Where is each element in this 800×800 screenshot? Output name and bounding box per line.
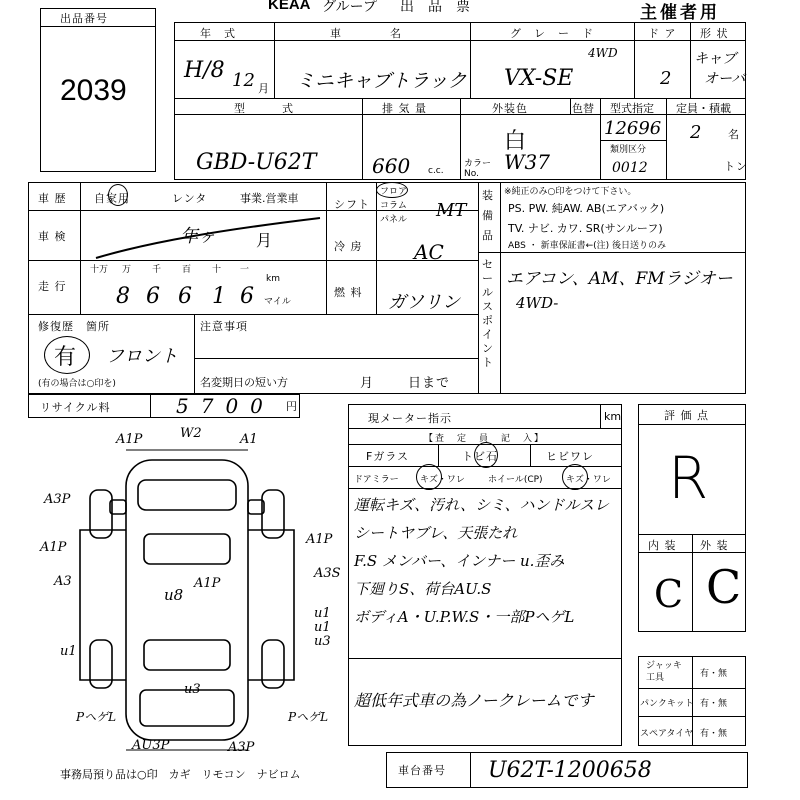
notes-label: 注意事項: [200, 320, 248, 333]
month-suffix: 月: [258, 82, 270, 95]
damage-note: A3: [54, 574, 72, 589]
sheet-title: 出 品 票: [400, 0, 470, 15]
inspection-strike: [90, 212, 330, 262]
door-value: 2: [660, 68, 672, 89]
km-unit: km: [266, 274, 280, 284]
mirror-value: キズ・ワレ: [420, 475, 465, 485]
mileage-digit: 8: [116, 284, 130, 309]
mileage-header-100k: 十万: [90, 265, 109, 275]
meter-label: 現メーター指示: [368, 412, 452, 425]
chassis-label: 車台番号: [398, 764, 446, 777]
damage-note: u3: [314, 634, 331, 649]
damage-note: A3P: [228, 740, 255, 755]
mileage-digit: 6: [146, 284, 160, 309]
reg-month: 月: [360, 376, 375, 391]
repair-location-value: フロント: [106, 346, 178, 367]
wheel-value: キズ・ワレ: [566, 475, 611, 485]
rating-value: R: [668, 444, 709, 512]
tool-label-spare: スペアタイヤ: [640, 729, 694, 739]
recycle-label: リサイクル料: [40, 401, 111, 414]
exterior-color-value: 白: [504, 129, 527, 154]
equipment-note: ※純正のみ○印をつけて下さい。: [504, 187, 637, 197]
damage-note: A1P: [194, 576, 221, 591]
model-cert-label: 型式指定: [610, 102, 654, 115]
inspection-note: F.S メンバー、インナー u.歪み: [354, 552, 565, 570]
cc-unit: c.c.: [428, 166, 444, 176]
shape-value-1: キャブ: [694, 51, 736, 67]
grade-value: VX-SE: [504, 66, 574, 91]
mileage-digit: 6: [240, 284, 254, 309]
repair-history-mark: [44, 336, 90, 374]
history-option-private: 自家用: [94, 192, 130, 205]
reg-change-label: 名変期日の短い方: [200, 376, 288, 389]
month-value: 12: [232, 70, 255, 91]
inspection-label: 車 検: [38, 230, 67, 243]
grade-label: グ レ ー ド: [510, 27, 594, 40]
interior-value: C: [654, 572, 684, 616]
auction-logo: KEAA: [268, 0, 311, 13]
interior-label: 内 装: [648, 539, 677, 552]
inspection-month: 月: [256, 231, 274, 250]
shape-value-2: オーバ: [704, 71, 746, 87]
fuel-label: 燃 料: [334, 286, 363, 299]
damage-note: W2: [180, 426, 202, 441]
damage-note: A1P: [306, 532, 333, 547]
inspector-label: 【査 定 員 記 入】: [424, 434, 546, 444]
damage-note: u1: [60, 644, 77, 659]
shift-option-column: コラム: [380, 201, 407, 211]
shift-label: シフト: [334, 198, 370, 211]
equipment-line-3: ABS ・ 新車保証書←(注) 後日送りのみ: [508, 241, 667, 251]
meter-unit: km: [604, 410, 622, 423]
damage-note: A1P: [116, 432, 143, 447]
chassis-value: U62T-1200658: [488, 758, 652, 783]
damage-note: A1P: [40, 540, 67, 555]
color-no-label: カラー No.: [464, 159, 492, 179]
displacement-label: 排 気 量: [382, 102, 427, 115]
glass-item-crack: ヒビワレ: [546, 450, 594, 463]
glass-item-chip: トビ石: [462, 450, 498, 463]
lot-label: 出品番号: [60, 12, 108, 25]
selling-points-label: セールスポイント: [482, 258, 494, 369]
equipment-line-1: PS. PW. 純AW. AB(エアバック): [508, 202, 665, 215]
damage-note: u8: [164, 586, 184, 604]
model-cert-value: 12696: [604, 118, 662, 139]
class-value: 0012: [612, 160, 648, 176]
inspection-note: シートヤブレ、天張たれ: [354, 524, 518, 542]
rating-label: 評 価 点: [664, 409, 709, 422]
damage-note: u1: [314, 620, 331, 635]
history-option-rental: レンタ: [172, 192, 208, 205]
damage-note: A3P: [44, 492, 71, 507]
damage-note: A3S: [314, 566, 341, 581]
lot-number: 2039: [60, 74, 127, 107]
tool-value-jack: 有・無: [700, 669, 728, 679]
ac-label: 冷 房: [334, 240, 363, 253]
reg-day: 日まで: [408, 376, 451, 391]
exterior-value: C: [706, 560, 742, 614]
final-note: 超低年式車の為ノークレームです: [354, 691, 594, 710]
wheel-mark: [562, 464, 588, 490]
damage-note: AU3P: [132, 738, 170, 753]
door-label: ド ア: [648, 27, 677, 40]
repair-note: (有の場合は○印を): [38, 379, 116, 389]
mileage-digit: 1: [212, 284, 226, 309]
mileage-label: 走 行: [38, 280, 67, 293]
capacity-value: 2: [690, 122, 702, 143]
equipment-label: 装備品: [482, 189, 494, 242]
model-label: 型 式: [234, 102, 294, 115]
history-selected-mark: [108, 184, 128, 206]
wheel-label: ホイール(CP): [488, 475, 543, 485]
shape-label: 形 状: [700, 27, 729, 40]
repair-history-label: 修復歴 箇所: [38, 320, 110, 333]
equipment-line-2: TV. ナビ. カワ. SR(サンルーフ): [508, 222, 663, 235]
shift-option-floor: フロア: [380, 187, 408, 197]
damage-note: PヘゲL: [288, 710, 329, 724]
shift-option-panel: パネル: [380, 215, 408, 225]
mile-unit: マイル: [264, 297, 291, 307]
mileage-header-100: 百: [182, 265, 192, 275]
displacement-value: 660: [372, 154, 411, 178]
fuel-value: ガソリン: [388, 292, 460, 313]
mirror-mark: [416, 464, 442, 490]
mirror-label: ドアミラー: [354, 475, 399, 485]
ton-unit: トン: [724, 160, 748, 173]
tool-label-puncture: パンクキット: [640, 699, 694, 709]
inspection-value: 年ヶ: [180, 226, 216, 247]
class-label: 類別区分: [610, 145, 647, 155]
chip-mark: [474, 442, 498, 468]
mileage-header-10: 十: [212, 265, 222, 275]
tool-value-spare: 有・無: [700, 729, 728, 739]
mileage-header-10k: 万: [122, 265, 132, 275]
office-items: 事務局預り品は○印 カギ リモコン ナビロム: [60, 768, 301, 781]
color-change-label: 色替: [572, 102, 594, 115]
glass-item-front: Fガラス: [366, 450, 409, 463]
capacity-label: 定員・積載: [676, 102, 731, 115]
history-option-business: 事業.営業車: [240, 192, 299, 205]
organizer-label: 主催者用: [640, 3, 720, 23]
mileage-header-1k: 千: [152, 265, 162, 275]
yen-unit: 円: [286, 400, 298, 413]
year-label: 年 式: [200, 27, 236, 40]
group-label: グループ: [322, 0, 377, 15]
damage-note: PヘゲL: [76, 710, 117, 724]
selling-point-1: エアコン、AM、FMラジオー: [506, 269, 733, 289]
mileage-header-1: 一: [240, 265, 250, 275]
shift-selected-mark: [376, 182, 408, 198]
model-value: GBD-U62T: [196, 150, 317, 175]
mileage-digit: 6: [178, 284, 192, 309]
damage-note: u1: [314, 606, 331, 621]
inspection-note: 運転キズ、汚れ、シミ、ハンドルスレ: [354, 496, 610, 514]
year-value: H/8: [184, 58, 225, 83]
ac-value: AC: [414, 240, 444, 264]
inspection-note: ボディA・U.P.W.S・一部PヘゲL: [354, 608, 575, 626]
grade-note: 4WD: [588, 46, 618, 60]
damage-note: u3: [184, 682, 201, 697]
car-name-label: 車 名: [330, 27, 402, 40]
exterior-label: 外 装: [700, 539, 729, 552]
selling-point-2: 4WD-: [516, 294, 559, 312]
recycle-value: 5700: [176, 394, 275, 418]
color-no-value: W37: [504, 150, 551, 174]
tool-value-puncture: 有・無: [700, 699, 728, 709]
inspection-note: 下廻りS、荷台AU.S: [354, 580, 492, 598]
car-name-value: ミニキャブトラック: [296, 70, 467, 92]
tool-label-jack: ジャッキ工具: [646, 661, 682, 683]
exterior-color-label: 外装色: [492, 102, 528, 115]
damage-note: A1: [240, 432, 258, 447]
repair-history-value: 有: [54, 345, 77, 370]
shift-value: MT: [436, 200, 467, 221]
history-label: 車 歴: [38, 192, 67, 205]
capacity-unit: 名: [728, 128, 740, 141]
